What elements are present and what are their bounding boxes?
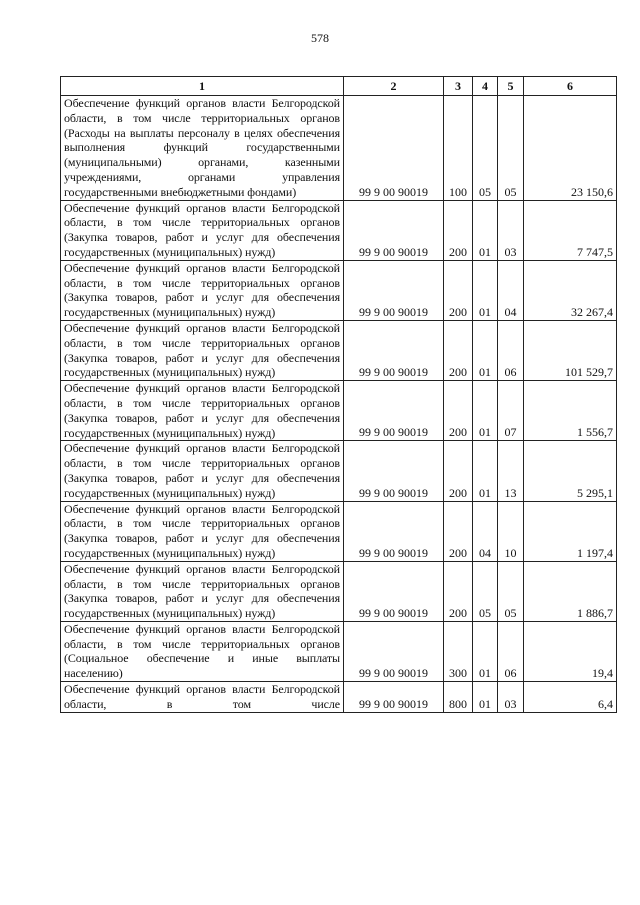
row-description: Обеспечение функций органов власти Белгородской области, в том числе территориальных органов (Закупка товаров, работ и услуг для обеспечения государственных (муниципальных) нужд)	[61, 441, 344, 501]
header-col-1: 1	[61, 77, 344, 96]
header-col-4: 4	[473, 77, 498, 96]
row-section: 01	[473, 200, 498, 260]
row-description: Обеспечение функций органов власти Белгородской области, в том числе территориальных органов (Закупка товаров, работ и услуг для обеспечения государственных (муниципальных) нужд)	[61, 561, 344, 621]
row-subsection: 05	[498, 96, 524, 201]
row-section: 05	[473, 96, 498, 201]
row-amount: 7 747,5	[524, 200, 617, 260]
row-description: Обеспечение функций органов власти Белгородской области, в том числе территориальных органов (Социальное обеспечение и иные выплаты населению)	[61, 621, 344, 681]
row-description: Обеспечение функций органов власти Белгородской области, в том числе территориальных органов (Расходы на выплаты персоналу в целях обеспечения выполнения функций государственными (муниципальными) органами, казенными учреждениями, органами управления государственными внебюджетными фондами)	[61, 96, 344, 201]
table-row	[61, 320, 617, 380]
row-section: 01	[473, 381, 498, 441]
row-description: Обеспечение функций органов власти Белгородской области, в том числе	[61, 682, 344, 713]
row-description: Обеспечение функций органов власти Белгородской области, в том числе территориальных органов (Закупка товаров, работ и услуг для обеспечения государственных (муниципальных) нужд)	[61, 501, 344, 561]
row-section: 01	[473, 320, 498, 380]
row-description: Обеспечение функций органов власти Белгородской области, в том числе территориальных органов (Закупка товаров, работ и услуг для обеспечения государственных (муниципальных) нужд)	[61, 260, 344, 320]
row-expense-type: 200	[444, 260, 473, 320]
row-target-code: 99 9 00 90019	[344, 441, 444, 501]
row-expense-type: 200	[444, 320, 473, 380]
row-target-code: 99 9 00 90019	[344, 561, 444, 621]
row-target-code: 99 9 00 90019	[344, 682, 444, 713]
row-amount: 5 295,1	[524, 441, 617, 501]
row-target-code: 99 9 00 90019	[344, 621, 444, 681]
row-expense-type: 200	[444, 200, 473, 260]
row-expense-type: 200	[444, 441, 473, 501]
row-section: 04	[473, 501, 498, 561]
row-subsection: 10	[498, 501, 524, 561]
row-expense-type: 800	[444, 682, 473, 713]
row-amount: 6,4	[524, 682, 617, 713]
row-expense-type: 200	[444, 381, 473, 441]
budget-table	[60, 76, 617, 713]
row-description: Обеспечение функций органов власти Белгородской области, в том числе территориальных органов (Закупка товаров, работ и услуг для обеспечения государственных (муниципальных) нужд)	[61, 320, 344, 380]
row-target-code: 99 9 00 90019	[344, 200, 444, 260]
header-col-3: 3	[444, 77, 473, 96]
row-target-code: 99 9 00 90019	[344, 381, 444, 441]
row-subsection: 06	[498, 621, 524, 681]
row-section: 01	[473, 621, 498, 681]
row-amount: 1 556,7	[524, 381, 617, 441]
table-row	[61, 381, 617, 441]
row-target-code: 99 9 00 90019	[344, 320, 444, 380]
table-row	[61, 621, 617, 681]
row-section: 01	[473, 682, 498, 713]
row-description: Обеспечение функций органов власти Белгородской области, в том числе территориальных органов (Закупка товаров, работ и услуг для обеспечения государственных (муниципальных) нужд)	[61, 381, 344, 441]
table-row	[61, 200, 617, 260]
row-target-code: 99 9 00 90019	[344, 96, 444, 201]
row-subsection: 04	[498, 260, 524, 320]
table-row	[61, 96, 617, 201]
row-subsection: 07	[498, 381, 524, 441]
row-description: Обеспечение функций органов власти Белгородской области, в том числе территориальных органов (Закупка товаров, работ и услуг для обеспечения государственных (муниципальных) нужд)	[61, 200, 344, 260]
row-section: 01	[473, 260, 498, 320]
row-expense-type: 300	[444, 621, 473, 681]
row-subsection: 03	[498, 200, 524, 260]
table-row	[61, 441, 617, 501]
table-row	[61, 501, 617, 561]
table-header-row	[61, 77, 617, 96]
page-number: 578	[311, 31, 329, 45]
row-amount: 1 886,7	[524, 561, 617, 621]
row-amount: 101 529,7	[524, 320, 617, 380]
table-row	[61, 260, 617, 320]
row-amount: 19,4	[524, 621, 617, 681]
table-row	[61, 561, 617, 621]
row-target-code: 99 9 00 90019	[344, 501, 444, 561]
row-section: 05	[473, 561, 498, 621]
row-subsection: 13	[498, 441, 524, 501]
row-expense-type: 100	[444, 96, 473, 201]
row-section: 01	[473, 441, 498, 501]
row-subsection: 05	[498, 561, 524, 621]
header-col-5: 5	[498, 77, 524, 96]
header-col-6: 6	[524, 77, 617, 96]
row-expense-type: 200	[444, 501, 473, 561]
row-amount: 23 150,6	[524, 96, 617, 201]
row-target-code: 99 9 00 90019	[344, 260, 444, 320]
row-subsection: 06	[498, 320, 524, 380]
row-amount: 32 267,4	[524, 260, 617, 320]
table-row	[61, 682, 617, 713]
row-expense-type: 200	[444, 561, 473, 621]
row-amount: 1 197,4	[524, 501, 617, 561]
row-subsection: 03	[498, 682, 524, 713]
header-col-2: 2	[344, 77, 444, 96]
